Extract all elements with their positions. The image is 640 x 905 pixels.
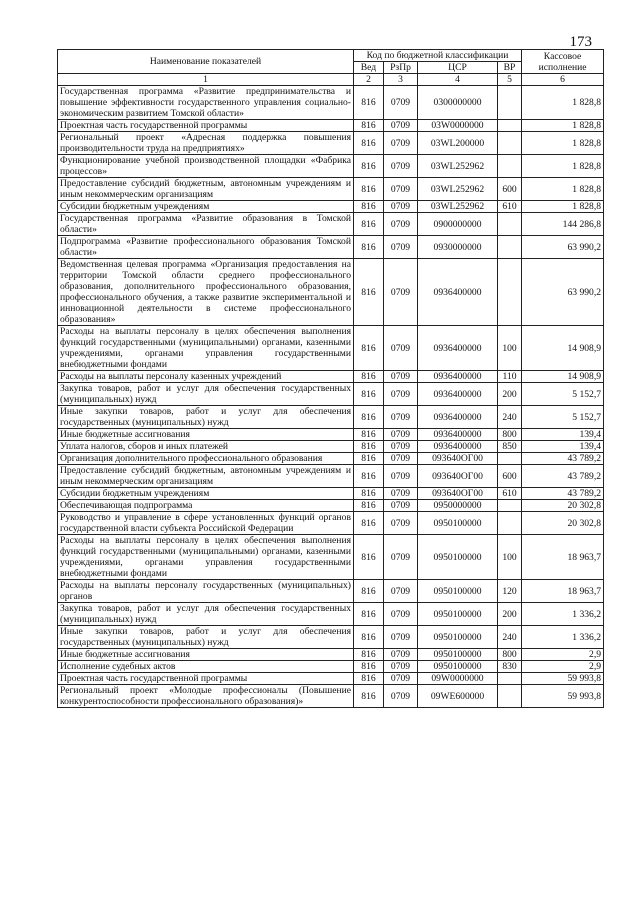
row-name: Закупка товаров, работ и услуг для обеспечения государственных (муниципальных) нужд — [58, 383, 354, 406]
header-ved: Вед — [354, 62, 384, 74]
row-ved: 816 — [354, 178, 384, 201]
row-name: Государственная программа «Развитие предпринимательства и повышение эффективности государственного управления социально-экономическим развитием Томской области» — [58, 86, 354, 120]
row-amount: 1 336,2 — [522, 626, 604, 649]
row-name: Предоставление субсидий бюджетным, автономным учреждениям и иным некоммерческим организациям — [58, 465, 354, 488]
table-row — [58, 371, 604, 383]
row-amount: 59 993,8 — [522, 685, 604, 708]
row-csr: 093640ОГ00 — [418, 465, 498, 488]
table-row — [58, 465, 604, 488]
row-amount: 1 828,8 — [522, 86, 604, 120]
row-ved: 816 — [354, 603, 384, 626]
row-ved: 816 — [354, 535, 384, 580]
row-ved: 816 — [354, 132, 384, 155]
row-vr: 800 — [498, 429, 522, 441]
table-row — [58, 685, 604, 708]
row-name: Иные бюджетные ассигнования — [58, 649, 354, 661]
header-rzpr: РзПр — [384, 62, 418, 74]
row-rzpr: 0709 — [384, 371, 418, 383]
row-csr: 0950100000 — [418, 603, 498, 626]
row-rzpr: 0709 — [384, 488, 418, 500]
row-ved: 816 — [354, 488, 384, 500]
row-amount: 144 286,8 — [522, 213, 604, 236]
column-index-row — [58, 74, 604, 86]
row-name: Предоставление субсидий бюджетным, автономным учреждениям и иным некоммерческим организациям — [58, 178, 354, 201]
row-amount: 14 908,9 — [522, 326, 604, 371]
row-vr — [498, 673, 522, 685]
table-row — [58, 201, 604, 213]
row-amount: 43 789,2 — [522, 488, 604, 500]
row-csr: 0950100000 — [418, 580, 498, 603]
row-rzpr: 0709 — [384, 86, 418, 120]
row-amount: 1 828,8 — [522, 132, 604, 155]
row-name: Субсидии бюджетным учреждениям — [58, 201, 354, 213]
table-row — [58, 649, 604, 661]
row-ved: 816 — [354, 512, 384, 535]
row-csr: 0936400000 — [418, 259, 498, 326]
row-csr: 0950100000 — [418, 661, 498, 673]
row-rzpr: 0709 — [384, 673, 418, 685]
row-vr: 610 — [498, 488, 522, 500]
row-amount: 2,9 — [522, 661, 604, 673]
table-row — [58, 236, 604, 259]
row-csr: 0900000000 — [418, 213, 498, 236]
table-row — [58, 406, 604, 429]
row-amount: 43 789,2 — [522, 465, 604, 488]
table-row — [58, 580, 604, 603]
table-body — [58, 86, 604, 708]
column-index: 4 — [418, 74, 498, 86]
row-name: Исполнение судебных актов — [58, 661, 354, 673]
row-ved: 816 — [354, 236, 384, 259]
table-row — [58, 326, 604, 371]
row-vr: 240 — [498, 406, 522, 429]
row-rzpr: 0709 — [384, 512, 418, 535]
row-amount: 1 828,8 — [522, 120, 604, 132]
row-csr: 03WL252962 — [418, 155, 498, 178]
row-csr: 0950100000 — [418, 535, 498, 580]
row-name: Ведомственная целевая программа «Организация предоставления на территории Томской области среднего профессионального образования, дополнительного профессионального образования, профессионального обучения, а также развитие экспериментальной и инновационной деятельности в системе профессионального образования» — [58, 259, 354, 326]
header-vr: ВР — [498, 62, 522, 74]
row-name: Руководство и управление в сфере установленных функций органов государственной власти субъекта Российской Федерации — [58, 512, 354, 535]
table-row — [58, 441, 604, 453]
table-row — [58, 259, 604, 326]
row-csr: 0936400000 — [418, 406, 498, 429]
header-execution: Кассовое исполнение — [522, 50, 604, 74]
row-csr: 03W0000000 — [418, 120, 498, 132]
row-name: Иные закупки товаров, работ и услуг для обеспечения государственных (муниципальных) нужд — [58, 406, 354, 429]
row-ved: 816 — [354, 201, 384, 213]
table-row — [58, 512, 604, 535]
column-index: 2 — [354, 74, 384, 86]
row-vr: 110 — [498, 371, 522, 383]
row-csr: 093640ОГ00 — [418, 488, 498, 500]
row-amount: 43 789,2 — [522, 453, 604, 465]
table-row — [58, 500, 604, 512]
row-ved: 816 — [354, 441, 384, 453]
row-name: Расходы на выплаты персоналу в целях обеспечения выполнения функций государственными (муниципальными) органами, казенными учреждениями, органами управления государственными внебюджетными фондами — [58, 535, 354, 580]
row-name: Субсидии бюджетным учреждениям — [58, 488, 354, 500]
table-row — [58, 132, 604, 155]
row-amount: 63 990,2 — [522, 236, 604, 259]
row-ved: 816 — [354, 429, 384, 441]
row-csr: 0936400000 — [418, 326, 498, 371]
row-name: Закупка товаров, работ и услуг для обеспечения государственных (муниципальных) нужд — [58, 603, 354, 626]
row-rzpr: 0709 — [384, 685, 418, 708]
row-csr: 0930000000 — [418, 236, 498, 259]
row-ved: 816 — [354, 661, 384, 673]
row-amount: 59 993,8 — [522, 673, 604, 685]
row-rzpr: 0709 — [384, 120, 418, 132]
row-vr — [498, 512, 522, 535]
table-row — [58, 488, 604, 500]
header-name: Наименование показателей — [58, 50, 354, 74]
row-rzpr: 0709 — [384, 155, 418, 178]
row-rzpr: 0709 — [384, 465, 418, 488]
row-csr: 0936400000 — [418, 441, 498, 453]
row-ved: 816 — [354, 685, 384, 708]
row-amount: 5 152,7 — [522, 406, 604, 429]
row-name: Иные бюджетные ассигнования — [58, 429, 354, 441]
row-name: Проектная часть государственной программы — [58, 673, 354, 685]
row-vr — [498, 120, 522, 132]
column-index: 3 — [384, 74, 418, 86]
row-vr: 100 — [498, 535, 522, 580]
row-csr: 0950100000 — [418, 512, 498, 535]
row-ved: 816 — [354, 500, 384, 512]
table-header — [58, 50, 604, 86]
column-index: 5 — [498, 74, 522, 86]
row-amount: 139,4 — [522, 441, 604, 453]
row-rzpr: 0709 — [384, 661, 418, 673]
row-csr: 03WL200000 — [418, 132, 498, 155]
row-rzpr: 0709 — [384, 259, 418, 326]
row-amount: 63 990,2 — [522, 259, 604, 326]
row-csr: 03WL252962 — [418, 178, 498, 201]
row-rzpr: 0709 — [384, 603, 418, 626]
table-row — [58, 120, 604, 132]
row-rzpr: 0709 — [384, 132, 418, 155]
row-rzpr: 0709 — [384, 213, 418, 236]
row-rzpr: 0709 — [384, 201, 418, 213]
row-ved: 816 — [354, 259, 384, 326]
row-rzpr: 0709 — [384, 326, 418, 371]
row-vr: 830 — [498, 661, 522, 673]
row-vr — [498, 500, 522, 512]
row-csr: 0950100000 — [418, 649, 498, 661]
row-name: Проектная часть государственной программы — [58, 120, 354, 132]
row-ved: 816 — [354, 580, 384, 603]
row-amount: 2,9 — [522, 649, 604, 661]
table-row — [58, 535, 604, 580]
row-amount: 20 302,8 — [522, 500, 604, 512]
row-ved: 816 — [354, 406, 384, 429]
row-rzpr: 0709 — [384, 500, 418, 512]
row-ved: 816 — [354, 86, 384, 120]
row-ved: 816 — [354, 120, 384, 132]
row-vr: 800 — [498, 649, 522, 661]
row-ved: 816 — [354, 155, 384, 178]
row-vr — [498, 86, 522, 120]
row-csr: 093640ОГ00 — [418, 453, 498, 465]
row-vr: 120 — [498, 580, 522, 603]
row-csr: 0300000000 — [418, 86, 498, 120]
table-row — [58, 453, 604, 465]
table-row — [58, 429, 604, 441]
row-vr — [498, 259, 522, 326]
row-rzpr: 0709 — [384, 383, 418, 406]
row-name: Подпрограмма «Развитие профессионального образования Томской области» — [58, 236, 354, 259]
row-name: Региональный проект «Адресная поддержка повышения производительности труда на предприятиях» — [58, 132, 354, 155]
row-ved: 816 — [354, 371, 384, 383]
row-csr: 0950100000 — [418, 626, 498, 649]
row-vr: 600 — [498, 465, 522, 488]
row-amount: 5 152,7 — [522, 383, 604, 406]
row-rzpr: 0709 — [384, 441, 418, 453]
row-csr: 0936400000 — [418, 371, 498, 383]
table-row — [58, 661, 604, 673]
row-amount: 18 963,7 — [522, 535, 604, 580]
row-amount: 14 908,9 — [522, 371, 604, 383]
header-csr: ЦСР — [418, 62, 498, 74]
row-vr — [498, 155, 522, 178]
row-rzpr: 0709 — [384, 580, 418, 603]
table-row — [58, 626, 604, 649]
row-vr: 100 — [498, 326, 522, 371]
table-row — [58, 383, 604, 406]
row-vr — [498, 236, 522, 259]
row-amount: 1 828,8 — [522, 201, 604, 213]
row-amount: 18 963,7 — [522, 580, 604, 603]
row-amount: 20 302,8 — [522, 512, 604, 535]
row-csr: 09W0000000 — [418, 673, 498, 685]
row-rzpr: 0709 — [384, 453, 418, 465]
row-csr: 03WL252962 — [418, 201, 498, 213]
row-name: Организация дополнительного профессионального образования — [58, 453, 354, 465]
row-name: Обеспечивающая подпрограмма — [58, 500, 354, 512]
column-index: 6 — [522, 74, 604, 86]
table-row — [58, 673, 604, 685]
row-amount: 1 828,8 — [522, 178, 604, 201]
row-ved: 816 — [354, 465, 384, 488]
row-csr: 0936400000 — [418, 383, 498, 406]
row-vr — [498, 685, 522, 708]
row-vr: 850 — [498, 441, 522, 453]
row-name: Расходы на выплаты персоналу государственных (муниципальных) органов — [58, 580, 354, 603]
header-code-group: Код по бюджетной классификации — [354, 50, 522, 62]
table-row — [58, 178, 604, 201]
row-ved: 816 — [354, 453, 384, 465]
row-rzpr: 0709 — [384, 626, 418, 649]
row-name: Региональный проект «Молодые профессионалы (Повышение конкурентоспособности профессионального образования)» — [58, 685, 354, 708]
row-name: Расходы на выплаты персоналу в целях обеспечения выполнения функций государственными (муниципальными) органами, казенными учреждениями, органами управления государственными внебюджетными фондами — [58, 326, 354, 371]
row-vr: 600 — [498, 178, 522, 201]
page-number: 173 — [569, 34, 592, 50]
row-name: Расходы на выплаты персоналу казенных учреждений — [58, 371, 354, 383]
row-rzpr: 0709 — [384, 236, 418, 259]
row-name: Иные закупки товаров, работ и услуг для обеспечения государственных (муниципальных) нужд — [58, 626, 354, 649]
row-vr — [498, 213, 522, 236]
row-vr: 610 — [498, 201, 522, 213]
row-ved: 816 — [354, 213, 384, 236]
row-ved: 816 — [354, 626, 384, 649]
row-rzpr: 0709 — [384, 178, 418, 201]
table-row — [58, 213, 604, 236]
row-rzpr: 0709 — [384, 406, 418, 429]
row-name: Функционирование учебной производственной площадки «Фабрика процессов» — [58, 155, 354, 178]
row-vr: 200 — [498, 383, 522, 406]
row-csr: 0936400000 — [418, 429, 498, 441]
row-rzpr: 0709 — [384, 535, 418, 580]
row-rzpr: 0709 — [384, 649, 418, 661]
row-csr: 09WE600000 — [418, 685, 498, 708]
row-ved: 816 — [354, 383, 384, 406]
row-csr: 0950000000 — [418, 500, 498, 512]
row-name: Уплата налогов, сборов и иных платежей — [58, 441, 354, 453]
table-row — [58, 603, 604, 626]
row-vr: 200 — [498, 603, 522, 626]
row-amount: 139,4 — [522, 429, 604, 441]
row-ved: 816 — [354, 326, 384, 371]
row-vr — [498, 453, 522, 465]
row-name: Государственная программа «Развитие образования в Томской области» — [58, 213, 354, 236]
row-vr — [498, 132, 522, 155]
budget-table — [57, 49, 604, 708]
row-ved: 816 — [354, 673, 384, 685]
row-ved: 816 — [354, 649, 384, 661]
row-vr: 240 — [498, 626, 522, 649]
table-row — [58, 155, 604, 178]
row-rzpr: 0709 — [384, 429, 418, 441]
row-amount: 1 336,2 — [522, 603, 604, 626]
row-amount: 1 828,8 — [522, 155, 604, 178]
column-index: 1 — [58, 74, 354, 86]
table-row — [58, 86, 604, 120]
